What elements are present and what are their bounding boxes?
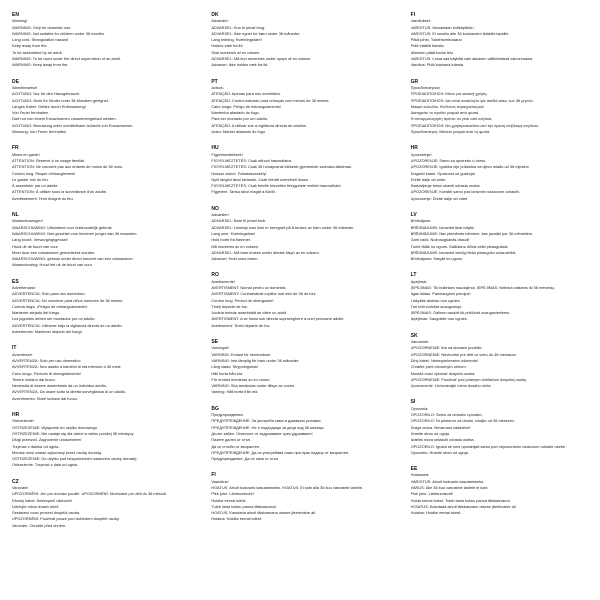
warning-line: Pitkä johto. Tukehtumisvaara! [410,37,462,43]
warning-line: ADVERTENCIA: No conviene para niños menores de 36 meses. [12,297,124,303]
warning-line: ADVARSEL: Må bare brukes under direkte tilsyn av en voksen. [211,249,320,255]
warning-line: Lång sladd. Strypningsrisk! [211,364,259,370]
language-code: NO [211,205,219,212]
warning-line: Įspėjimai: [410,278,428,284]
warning-line: ΠΡΟΕΙΔΟΠΟΙΗΣΗ: Να χρησιμοποιείται υπό την άμεση επίβλεψη ενηλίκου. [410,122,540,128]
warning-line: Advertencia: Mantener alejado del fuego. [12,329,83,335]
language-block [411,79,588,136]
warning-line: Avvertenze! [12,351,33,357]
warning-line: Hoida eemal tulest. Tuleb lasta kokku panna täiskasvanul. [410,497,511,503]
warning-line: Opozorilo: Hranite stran od ognja. [410,449,469,455]
language-block [211,79,388,136]
warning-line: AVERTISMENT: Contraindicat copiilor mai mici de 36 de luni. [211,291,317,297]
warning-line: ADVERTENCIA: Utilícese bajo la vigilancia directa de un adulto. [12,322,123,328]
warning-line: BRĪDINĀJUMS: Nav piemērots bērniem, kas jaunāki par 36 mēnešiem. [410,230,534,236]
warning-line: WAARSCHUWING: Niet geschikt voor kinderen jonger dan 36 maanden. [12,230,138,236]
warning-line: ADVARSEL: Kun til privat brug. [211,24,266,30]
warning-line: OPOZORILO: Ni primerno za otroke, mlajše od 36 mesecev. [410,418,515,424]
warning-line: Waarschuwing: Houd het uit de buurt van vuur. [12,262,93,268]
language-block [411,272,588,322]
warning-line: Hold borte fra flammer. [211,237,251,243]
warning-line: Chráňte pred otvoreným ohňom. [410,364,467,370]
warning-line: Upozorenje! [410,151,432,157]
warning-line: WAARSCHUWING: gebruik onder direct toezicht van een volwassene. [12,256,134,262]
column-left [12,12,189,590]
warning-line: Para ser montado por um adulto. [211,116,269,122]
warning-line: FIGYELMEZTETÉS: Csak felnőtt közvetlen felügyelete mellett használható. [211,183,342,189]
warning-line: BRĪDINĀJUMS: Izmantot vienīgi tieša pieaugušo uzraudzībā. [410,249,517,255]
warning-line: Varoitukset: [410,18,431,24]
warning-line: UPOZORENJE: Igračka nije prikladna za djecu mlađu od 36 mjeseci. [410,164,530,170]
warning-line: Må monteres av en voksen. [211,243,260,249]
language-code: FI [211,472,216,479]
warning-line: Opozorila: [410,405,429,411]
warning-line: Ostrzeżenie: Trzymać z dala od ognia. [12,462,79,468]
warning-line: Dlouhý kabel. Nebezpečí uškrcení! [12,497,73,503]
warning-line: Advertencias! [12,284,36,290]
warning-line: AVERTISMENT: A se folosi sub directa supraveghere a unei persoane adulte. [211,316,345,322]
warning-line: Lang ledning. Kvælningsfare! [211,37,262,43]
warning-line: Sestavení musí provést dospělá osoba. [12,510,81,516]
warning-line: ACHTUNG: Nicht für Kinder unter 36 Monaten geeignet. [12,97,109,103]
language-block [211,339,388,396]
warning-line: Nyílt lángtól távol tartandó. Csak felnőtt szerelheti össze. [211,176,310,182]
warning-line: Advarsler! [211,212,229,218]
warning-line: To be assembled by an adult. [12,49,63,55]
warning-line: Cavo lungo. Pericolo di strangolamento! [12,370,81,376]
warning-line: Προειδοποιήσεις! [410,84,441,90]
warning-line: Mantener alejado del fuego. [12,310,61,316]
warning-line: BRĪDINĀJUMS: Izmantot tikai mājās. [410,224,475,230]
warning-line: ATENÇÃO: A utilizar sob a vigilância directa de adultos. [211,122,308,128]
warning-line: Figyelem: Tartsa távol magát a tűztől. [211,189,276,195]
warning-line: Hoiatused: [410,472,430,478]
warning-line: Avertisment: Țineți departe de foc. [211,322,271,328]
language-block [12,412,189,469]
warning-line: VARUS: Alle 36 kuu vanustele lastele ei sobi. [410,485,489,490]
language-code: DK [211,12,219,18]
warning-line: ΠΡΟΕΙΔΟΠΟΙΗΣΗ: Μόνο για οικιακή χρήση. [410,91,488,97]
warning-line: Skal monteres af en voksen. [211,49,261,55]
warning-line: Long cord. Strangulation hazard! [12,37,69,43]
language-code: RO [211,272,219,279]
warning-line: ĮSPĖJIMAS: Galima naudoti tik prižiūrint suaugusiesiems. [410,310,511,316]
warning-line: WARNING: Keep away from fire. [12,62,69,68]
warning-line: UPOZORNĚNÍ: Jen pro domácí použití. UPOZORNĚNÍ: Nevhodné pro děti do 36 měsíců. [12,491,168,497]
warning-line: Warnhinweise! [12,84,38,90]
warning-line: Moet door een volwassene gemonteerd worden. [12,249,96,255]
warning-line: Udržujte mimo dosah ohně. [12,503,60,509]
warning-line: ADVARSEL: Ikke egnet for børn under 36 måneder. [211,30,301,36]
warning-line: Varování! [12,485,29,490]
warning-line: Håll borta från eld. [211,370,244,376]
language-block [211,272,388,329]
warning-line: ATENÇÃO: Contra-indicado para crianças com menos de 36 meses. [211,97,330,103]
warning-line: Пазете далеч от огън. [211,437,252,443]
warning-line: Houd uit de buurt van vuur. [12,243,59,249]
warning-line: Turi būti surinkta suaugusiojo. [410,303,463,309]
warning-line: Țineți departe de foc. [211,303,248,309]
warning-line: Lang snor. Kvelningsfare! [211,230,256,236]
warning-line: WAARSCHUWING: Uitsluitend voor huishoudelijk gebruik. [12,224,113,230]
warning-line: Dlhý kábel. Nebezpečenstvo uškrtenia! [410,357,478,363]
warning-line: För endast monteras av en vuxen. [211,376,271,382]
column-middle [211,12,388,590]
language-block [211,145,388,195]
warning-line: ATENÇÃO: Apenas para uso doméstico. [211,91,282,97]
warning-line: Hosszú zsinór. Fulladásveszély! [211,170,267,176]
language-code: LT [410,272,417,279]
language-code: SI [410,399,416,406]
warning-line: ĮSPĖJIMAS: Tik buitiniam naudojimui. ĮSPĖJIMAS: Netinka vaikams iki 36 mėnesių. [410,284,555,290]
warning-line: Ilgas laidas. Pasmaugimo pavojus! [410,291,471,297]
warning-line: Los juguetes deben ser montados por un adulto. [12,316,96,322]
warning-line: Avertismente! [211,278,236,284]
warning-line: Varning: Håll borta från eld. [211,389,259,395]
warning-line: AVERTISMENT: Numai pentru uz domestic. [211,284,287,290]
warning-line: AVVERTENZA: Non adatto a bambini di età inferiore a 36 mesi. [12,364,122,370]
warning-line: VARNING: Ska användas under tillsyn av vuxen. [211,383,296,389]
warning-line: HOIATUS: Kasutada ainult täiskasvanu otsese järelevalve all. [410,503,517,509]
language-block [411,212,588,262]
language-block [211,406,388,463]
warning-line: ACHTUNG: Benutzung unter unmittelbarer Aufsicht von Erwachsenen. [12,122,134,128]
warning-line: ATTENTION: Ne convient pas aux enfants de moins de 36 mois. [12,164,124,170]
warning-line: OPOZORILO: Samo za domačo uporabo. [410,412,483,418]
language-block [12,345,189,402]
warning-line: OSTRZEŻENIE: Nie nadaje się dla dzieci w wieku poniżej 36 miesięcy. [12,430,135,436]
warning-line: Varoitus: Pidä kaukana tulesta. [410,62,465,68]
warning-line: Langes Kabel. Gefahr durch Erdrosselung! [12,103,86,109]
warning-line: Trzymać z daleka od ognia. [12,443,60,449]
warning-line: Η συναρμολόγηση πρέπει να γίνει από ενήλικα. [410,116,493,122]
warning-line: ADVARSEL: Må kun anvendes under opsyn af en voksen. [211,56,312,62]
warning-line: Montaż musi zostać wykonany przez osobę dorosłą. [12,449,102,455]
warning-line: Hoiatus: Hoidke eemal tulest. [211,516,262,522]
warning-line: Varování: Chraňte před ohněm. [12,522,67,528]
language-code: EE [410,466,418,473]
warning-line: Pidä etäällä tulesta. [410,43,445,49]
column-right [411,12,588,590]
language-code: FR [12,145,19,152]
warning-line: À assembler par un adulte. [12,183,59,189]
warning-line: Avisos: [211,84,224,90]
language-code: SK [410,332,418,339]
warning-line: ΠΡΟΕΙΔΟΠΟΙΗΣΗ: Δεν είναι κατάλληλο για παιδιά κάτω των 36 μηνών. [410,97,534,103]
warning-line: Hranite stran od ognja. [410,430,451,436]
language-block [211,472,388,522]
warning-line: Darf nur von einem Erwachsenen zusammengebaut werden. [12,116,117,122]
language-block [411,12,588,69]
warning-line: ADVERTENCIA: Sólo para uso doméstico. [12,291,86,297]
warning-line: ПРЕДУПРЕЖДЕНИЕ: За употреба само в домашни условия. [211,418,322,424]
warning-line: OSTRZEŻENIE: Wyłącznie do użytku domowego. [12,424,99,430]
warning-line: UPOZORNENIE: Iba na domáce použitie. [410,345,483,351]
language-code: LV [410,212,417,219]
warning-line: Cordon long. Risque d'étranglement! [12,170,76,176]
warning-line: Mantenha afastado do fogo. [211,110,260,116]
warning-line: Προειδοποίηση: Μείνετε μακριά από τη φωτιά. [410,129,491,135]
language-block [12,279,189,336]
language-block [211,206,388,263]
warning-line: VAROITUS: Ainult kodusels kasutamiseks. [410,478,485,484]
warning-line: Laikykite atokiau nuo ugnies. [410,297,461,303]
language-code: BG [211,405,219,412]
warning-line: Aviso: Manter afastado do fogo. [211,129,267,135]
warning-line: Tenere lontano dal fuoco. [12,376,56,382]
language-code: HR [410,145,418,152]
language-block [411,399,588,456]
warning-line: Lang koord. Verwurgingsgevaar! [12,237,69,243]
warning-line: Izdelek mora sestaviti odrasla oseba. [410,437,475,443]
language-code: HU [211,145,219,152]
language-block [12,145,189,202]
warning-line: Montáž musí vykonať dospelá osoba. [410,370,476,376]
warning-line: Varovanie: [410,339,429,345]
warning-line: WARNING: Not suitable for children under 36 months. [12,30,106,36]
warning-line: Cordon lung. Pericol de strangulare! [211,297,274,303]
warning-line: ADVARSEL: Bare til privat bruk. [211,218,267,224]
warning-line: UPOZORNENIE: Používať pod priamym dohľadom dospelej osoby. [410,376,527,382]
warning-line: Hoidke eemal tulest. [211,497,247,503]
language-code: NL [12,212,19,219]
language-block [411,466,588,516]
warning-line: Keep away from fire. [12,43,48,49]
warning-line: UPOZORNĚNÍ: Používat pouze pod dohledem dospělé osoby. [12,516,120,522]
warning-line: Brīdinājums: Sargāt no uguns. [410,256,463,262]
warning-line: Držite dalje od vatre. [410,176,447,182]
warning-line: Upozornenie: Uchovávajte mimo dosahu ohňa. [410,383,492,389]
warning-line: Avertissement: Tenir éloigné du feu. [12,195,74,201]
warning-line: Дълъг кабел. Опасност от задушаване чрез удушаване! [211,430,313,436]
warning-line: Brīdinājumi: [410,218,432,224]
warning-line: Ostrzeżenie! [12,418,34,424]
warning-line: ATTENTION: À utiliser sous la surveillance d'un adulte. [12,189,107,195]
warning-line: Necessita di essere assemblato da un individuo adulto. [12,383,107,389]
warning-line: OSTRZEŻENIE: Do użytku pod bezpośrednim nadzorem osoby dorosłej. [12,456,138,462]
warning-line: Upozorenje: Držite dalje od vatre. [410,195,469,201]
warning-line: AVVERTENZA: Solo per uso domestico. [12,357,82,363]
warning-line: ADVARSEL: Leketøy som ikke er beregnet på å brukes av barn under 36 måneder. [211,224,355,230]
warning-line: ПРЕДУПРЕЖДЕНИЕ: Не е подходящо за деца под 36 месеца. [211,424,325,430]
language-block [411,145,588,202]
warning-line: Holdes væk fra ild. [211,43,244,49]
warning-line: Waarschuwingen! [12,218,43,224]
language-block [411,333,588,390]
warning-line: VAROITUS: Ainoastaan kotikäyttöön. [410,24,475,30]
warning-line: Tuleb lasta kokku panna täiskasvanul. [211,503,277,509]
warning-line: Įspėjimas: Saugokite nuo ugnies. [410,316,468,322]
warning-line: AVVERTENZA: Da usare sotto la diretta sorveglianza di un adulto. [12,389,127,395]
warning-line: Pikk juhe. Lämbumisoht! [410,491,454,497]
warning-line: HOATUS: Ainult kodusels kasutamiseks. HOATUS: Ei sobi alla 36 kuu vanustele lastele. [211,485,363,490]
language-code: FI [410,12,416,18]
warning-line: Turiet tālāk no uguns. Salikšanu drīkst veikt pieaugušais. [410,243,509,249]
language-code: PT [211,78,218,85]
warning-line: Von Feuer fernhalten. [12,110,50,116]
warning-line: Διατηρείτε το προϊόν μακριά από φωτιά. [410,110,480,116]
warning-line: ATTENTION: Réservé à un usage familial. [12,157,86,163]
language-block [12,79,189,136]
warning-line: Предупреждение: Да се пази от огън. [211,456,280,462]
warning-line: Warning! [12,18,28,24]
warning-line: Advarsel: Hold unna brann. [211,256,259,262]
warning-line: WARNING: To be used under the direct supervision of an adult. [12,56,121,62]
warning-line: Mises en garde! [12,151,40,157]
warning-line: HOATUS: Kasutada ainult täiskasvanu otsese järelevalve all. [211,510,317,516]
warning-line: Długi przewód. Zagrożenie uduszeniem! [12,437,82,443]
language-code: ES [12,278,19,285]
warning-line: Varningar! [211,345,229,351]
language-code: SE [211,339,218,346]
warning-line: Предупреждения: [211,412,244,418]
language-code: CZ [12,478,19,485]
warning-line: Dugački kabel. Opasnost od gušenja! [410,170,476,176]
warning-line: Warnung: Von Feuer fernhalten. [12,129,68,135]
language-block [12,212,189,269]
warning-line: OPOZORILO: Igrača se sme uporabljati samo pod neposrednim nadzorom odrasle osebe. [410,443,567,449]
warning-line: VAROITUS: Lelua saa käyttää vain aikuisen välittömässä valvonnassa. [410,56,533,62]
warning-line: Μακρύ καλώδιο. Κίνδυνος στραγγαλισμού! [410,103,485,109]
warning-line: ACHTUNG: Nur für den Hausgebrauch. [12,91,81,97]
warning-line: UPOZORNENIE: Nevhodné pre deti vo veku do 36 mesiacov. [410,351,517,357]
warning-line: FIGYELMEZTETÉS: Csak 36 hónaposnál idősebb gyermekek számára alkalmas. [211,164,352,170]
warning-line: Advarsel: Ikke holdes væk fra ild. [211,62,269,68]
warning-line: Да се сглоби от възрастен. [211,443,261,449]
warning-line: WARNING: Only for domestic use. [12,24,72,30]
warning-line: Le garder loin du feu. [12,176,49,182]
warning-line: VAROITUS: Ei sovellu alle 36 kuukauden ikäisille lapsille. [410,30,510,36]
warning-line: Hoiatus: Hoidke eemal tulest. [410,510,462,516]
warning-line: Figyelmeztetések! [211,151,243,157]
warning-line: Garš vads. Nožņaugšanās draudi! [410,237,470,243]
language-code: IT [12,345,17,352]
language-code: DE [12,78,19,85]
warning-line: Advarsler: [211,18,229,24]
language-code: GR [410,78,419,85]
warning-line: VARNING: Endast för hemmabruk. [211,351,272,357]
language-block [211,12,388,69]
warning-line: UPOZORENJE: Samo za upotrebu u domu. [410,157,487,163]
language-code: EN [12,12,19,18]
warning-line: UPOZORENJE: Koristiti samo pod izravnim nadzorom odraslih. [410,189,521,195]
warning-line: Cabo longo. Perigo de estrangulamento! [211,103,282,109]
warning-line: Vaaroitus! [211,478,229,484]
language-block [12,479,189,529]
warning-line: FIGYELMEZTETÉS: Csak otthoni használatra. [211,157,292,163]
warning-line: Dolga vrvica. Nevarnost zadavitve! [410,424,471,430]
warning-line: Pikk juhe. Lämbumisoht! [211,491,254,497]
warning-line: Aikuinen pitää koota lelu. [410,49,454,55]
warning-line: VARNING: Inte lämplig för barn under 36 månader. [211,357,300,363]
warning-line: Avvertimento: Stare lontano dal fuoco. [12,395,78,401]
warning-line: Jucăria trebuie asamblată de către un adult. [211,310,288,316]
language-block [12,12,189,69]
warning-line: Sastavljanje treba obaviti odrasla osoba. [410,183,481,189]
warning-line: Cuerda larga. ¡Peligro de estrangulamiento! [12,303,88,309]
language-code: HR [12,412,20,419]
warning-line: ПРЕДУПРЕЖДЕНИЕ: Да се употребява само при пряк надзор от възрастен. [211,449,350,455]
